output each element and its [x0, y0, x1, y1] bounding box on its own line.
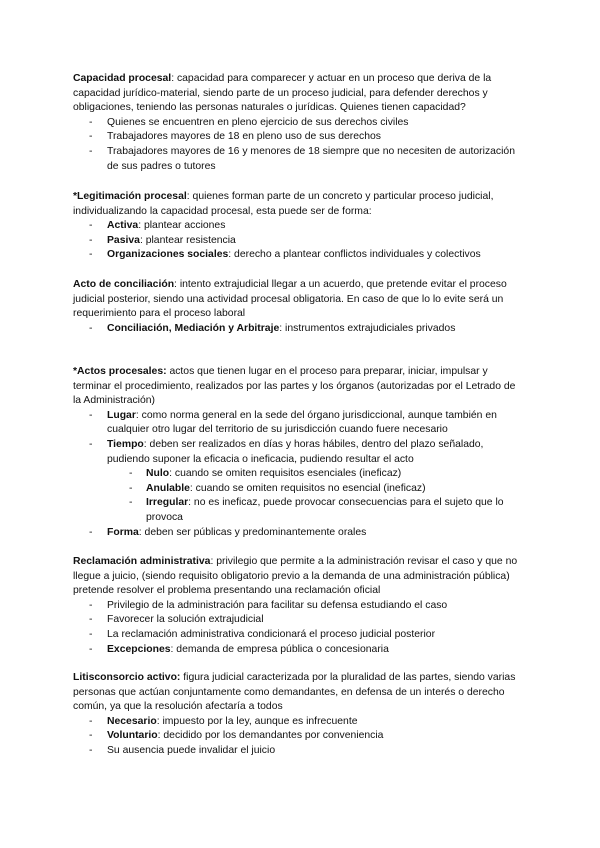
section-litisconsorcio-activo	[73, 671, 525, 759]
item-text: : derecho a plantear conflictos individuales y colectivos	[228, 249, 481, 261]
section-capacidad-procesal	[73, 72, 525, 174]
list-item-lugar	[73, 409, 525, 438]
item-term: Irregular	[146, 497, 189, 509]
definition: actos que tienen lugar en el proceso para preparar, iniciar, impulsar y terminar el procedimiento, realizados por las partes y los órganos (autorizadas por el Letrado de la Administración)	[73, 366, 516, 407]
paragraph	[73, 190, 525, 219]
item-term: Necesario	[107, 715, 157, 727]
section-acto-conciliacion	[73, 278, 525, 336]
item-text: : plantear acciones	[138, 220, 226, 232]
list-item: - Trabajadores mayores de 18 en pleno uso de sus derechos	[73, 130, 525, 145]
item-term: Excepciones	[107, 643, 171, 655]
item-term: Activa	[107, 220, 139, 232]
item-text: : cuando se omiten requisitos esenciales (ineficaz)	[169, 468, 402, 480]
item-text: : no es ineficaz, puede provocar consecuencias para el sujeto que lo provoca	[146, 497, 504, 523]
list-item	[73, 234, 525, 249]
list-item-forma	[73, 526, 525, 541]
sub-list-item	[73, 467, 525, 482]
list-item	[73, 715, 525, 730]
sub-list-item	[73, 496, 525, 525]
item-term: Nulo	[146, 468, 170, 480]
item-text: : cuando se omiten requisitos no esencial (ineficaz)	[189, 482, 426, 494]
bullet-list	[73, 322, 525, 337]
paragraph	[73, 365, 525, 409]
item-term: Tiempo	[107, 438, 144, 450]
item-text: : deben ser realizados en días y horas hábiles, dentro del plazo señalado, pudiendo suponer la eficacia o ineficacia, pudiendo resultar el acto	[107, 438, 484, 465]
term: Litisconsorcio activo:	[73, 672, 181, 683]
section-actos-procesales	[73, 365, 525, 540]
list-item: - Privilegio de la administración para facilitar su defensa estudiando el caso	[73, 599, 525, 614]
item-term: Lugar	[107, 409, 136, 421]
definition: : intento extrajudicial llegar a un acuerdo, que pretende evitar el proceso judicial posterior, siendo una actividad procesal obligatoria. En caso de que lo lo evite será un requerimiento para el proceso laboral	[73, 279, 507, 320]
item-text: : plantear resistencia	[139, 234, 236, 246]
paragraph	[73, 555, 525, 599]
list-item: - Trabajadores mayores de 16 y menores de 18 siempre que no necesiten de autorización de sus padres o tutores	[73, 145, 525, 174]
bullet-list	[73, 599, 525, 657]
item-term: Forma	[107, 526, 139, 538]
definition: : capacidad para comparecer y actuar en un proceso que deriva de la capacidad jurídico-material, siendo parte de un proceso judicial, para defender derechos y obligaciones, teniendo las personas naturales o jurídicas. Quienes tienen capacidad?	[73, 73, 492, 114]
list-item	[73, 248, 525, 263]
list-item: - Favorecer la solución extrajudicial	[73, 613, 525, 628]
section-legitimacion-procesal	[73, 190, 525, 263]
term: Capacidad procesal	[73, 73, 172, 84]
list-item	[73, 729, 525, 744]
list-item-tiempo	[73, 438, 525, 467]
definition: figura judicial caracterizada por la pluralidad de las partes, siendo varias personas que actúan conjuntamente como demandantes, en defensa de un interés o derecho común, ya que la resolución afectaría a todos	[73, 672, 516, 713]
paragraph	[73, 671, 525, 715]
list-item: - Quienes se encuentren en pleno ejercicio de sus derechos civiles	[73, 116, 525, 131]
term: Reclamación administrativa	[73, 556, 211, 567]
item-text: : deben ser públicas y predominantemente orales	[138, 526, 367, 538]
bullet-list	[73, 116, 525, 174]
item-term: Anulable	[146, 482, 190, 494]
paragraph	[73, 72, 525, 116]
list-item: - Su ausencia puede invalidar el juicio	[73, 744, 525, 759]
item-term: Conciliación, Mediación y Arbitraje	[107, 322, 280, 334]
term: *Legitimación procesal	[73, 191, 187, 202]
item-text: : instrumentos extrajudiciales privados	[279, 322, 456, 334]
item-text: : decidido por los demandantes por conveniencia	[157, 730, 384, 742]
section-reclamacion-administrativa	[73, 555, 525, 657]
paragraph	[73, 278, 525, 322]
bullet-list	[73, 219, 525, 263]
item-text: : como norma general en la sede del órgano jurisdiccional, aunque también en cualquier otro lugar del territorio de su jurisdicción cuando fuere necesario	[107, 409, 497, 436]
definition: : quienes forman parte de un concreto y particular proceso judicial, individualizando la capacidad procesal, esta puede ser de forma:	[73, 191, 494, 217]
definition: : privilegio que permite a la administración revisar el caso y que no llegue a juicio, (siendo requisito obligatorio previo a la demanda de una administración pública) pretende resolver el problema presentando una reclamación oficial	[73, 556, 518, 597]
item-term: Voluntario	[107, 730, 158, 742]
list-item	[73, 322, 525, 337]
item-text: : impuesto por la ley, aunque es infrecuente	[156, 715, 358, 727]
sub-list-item	[73, 482, 525, 497]
bullet-list	[73, 409, 525, 540]
term: *Actos procesales:	[73, 366, 167, 377]
bullet-list	[73, 715, 525, 759]
item-term: Organizaciones sociales	[107, 249, 229, 261]
item-text: : demanda de empresa pública o concesionaria	[170, 643, 389, 655]
term: Acto de conciliación	[73, 279, 175, 290]
list-item	[73, 219, 525, 234]
item-term: Pasiva	[107, 234, 140, 246]
list-item-excepciones	[73, 643, 525, 658]
list-item: - La reclamación administrativa condicionará el proceso judicial posterior	[73, 628, 525, 643]
